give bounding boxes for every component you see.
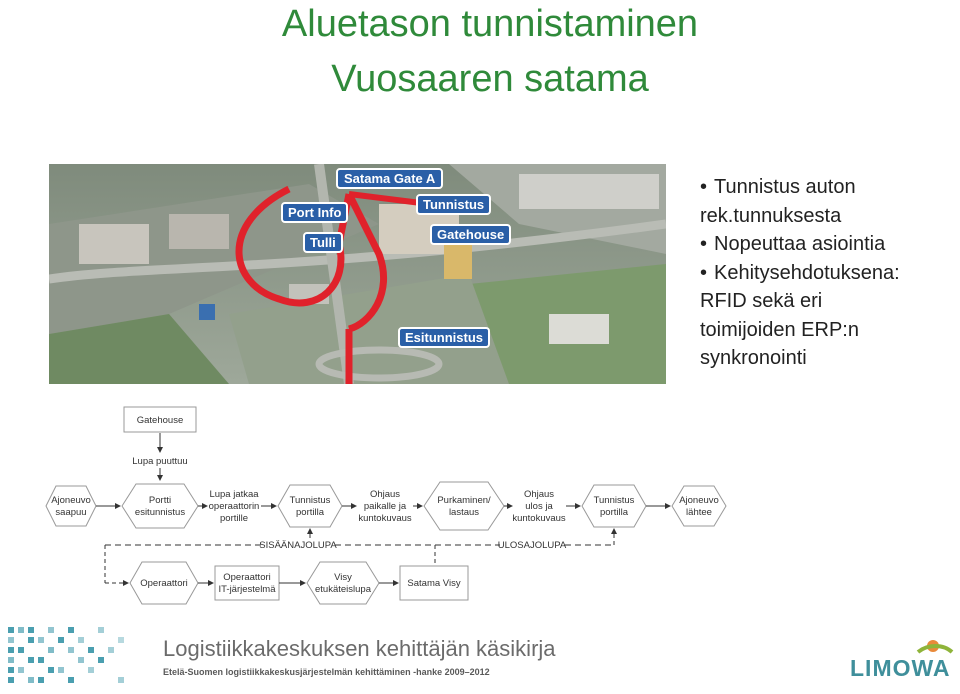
node-satama-visy [400,566,468,600]
label-port-info: Port Info [281,202,348,223]
bullet-list [700,173,955,373]
bullet-2: • Nopeuttaa asiointia [700,230,955,259]
node-ohjaus-paikalle [358,489,412,524]
svg-text:paikalle ja: paikalle ja [363,501,407,512]
svg-text:Ohjaus: Ohjaus [523,489,555,500]
bullet-1-cont: rek.tunnuksesta [700,204,842,227]
svg-text:Ohjaus: Ohjaus [369,489,401,500]
node-purkaminen [424,482,504,530]
svg-text:Purkaminen/: Purkaminen/ [437,495,491,506]
node-ajoneuvo-saapuu [46,486,96,526]
label-gatehouse: Gatehouse [430,224,511,245]
svg-text:Portti: Portti [148,495,172,506]
sisaanajolupa-label: SISÄÄNAJOLUPA [259,540,337,551]
label-satama-gate: Satama Gate A [336,168,443,189]
bullet-1: • Tunnistus auton [700,173,955,202]
bullet-3-cont-2: toimijoiden ERP:n [700,318,859,341]
lupa-puuttuu-label: Lupa puuttuu [132,456,188,467]
limowa-logo-text: LIMOWA [850,655,951,681]
svg-text:Ajoneuvo: Ajoneuvo [679,495,719,506]
svg-text:ulos ja: ulos ja [525,501,553,512]
harbour-aerial-photo [49,164,666,384]
svg-text:portille: portille [220,513,248,524]
node-visy-etukateislupa [307,562,379,604]
decorative-dot-grid [8,625,128,689]
svg-text:saapuu: saapuu [55,507,87,518]
svg-text:portilla: portilla [296,507,324,518]
svg-text:etukäteislupa: etukäteislupa [315,584,371,595]
svg-text:portilla: portilla [600,507,628,518]
node-lupa-jatkaa [209,489,260,524]
svg-text:Operaattori: Operaattori [140,578,188,589]
footer-subtitle: Etelä-Suomen logistiikkakeskusjärjestelmän kehittäminen -hanke 2009–2012 [163,667,490,677]
svg-text:kuntokuvaus: kuntokuvaus [512,513,566,524]
svg-text:Ajoneuvo: Ajoneuvo [51,495,91,506]
node-ajoneuvo-lahtee [672,486,726,526]
label-esitunnistus: Esitunnistus [398,327,490,348]
svg-text:Visy: Visy [334,572,352,583]
svg-text:IT-järjestelmä: IT-järjestelmä [218,584,276,595]
svg-text:operaattorin: operaattorin [208,501,260,512]
node-tunnistus-portilla-2 [582,485,646,527]
svg-text:lastaus: lastaus [448,507,480,518]
node-operaattori-it [215,566,279,600]
page-title-line1: Aluetason tunnistaminen [281,3,699,45]
ulosajolupa-label: ULOSAJOLUPA [497,540,567,551]
node-ohjaus-ulos [512,489,566,524]
svg-text:lähtee: lähtee [686,507,712,518]
gatehouse-label: Gatehouse [136,415,184,426]
node-portti-esitunnistus [122,484,198,528]
svg-text:esitunnistus: esitunnistus [134,507,186,518]
bullet-3: • Kehitysehdotuksena: [700,259,955,288]
page-title-line2: Vuosaaren satama [331,58,649,100]
process-diagram [0,400,960,620]
svg-text:Tunnistus: Tunnistus [289,495,331,506]
node-operaattori [130,562,198,604]
svg-text:Lupa jatkaa: Lupa jatkaa [209,489,259,500]
bullet-3-cont-1: RFID sekä eri [700,290,823,312]
label-tunnistus: Tunnistus [416,194,491,215]
bullet-3-cont-3: synkronointi [700,347,807,369]
node-tunnistus-portilla-1 [278,485,342,527]
footer-title: Logistiikkakeskuksen kehittäjän käsikirja [163,636,556,661]
svg-text:Satama Visy: Satama Visy [407,578,461,589]
svg-text:kuntokuvaus: kuntokuvaus [358,513,412,524]
svg-text:Operaattori: Operaattori [223,572,271,583]
svg-text:Tunnistus: Tunnistus [593,495,635,506]
label-tulli: Tulli [303,232,343,253]
